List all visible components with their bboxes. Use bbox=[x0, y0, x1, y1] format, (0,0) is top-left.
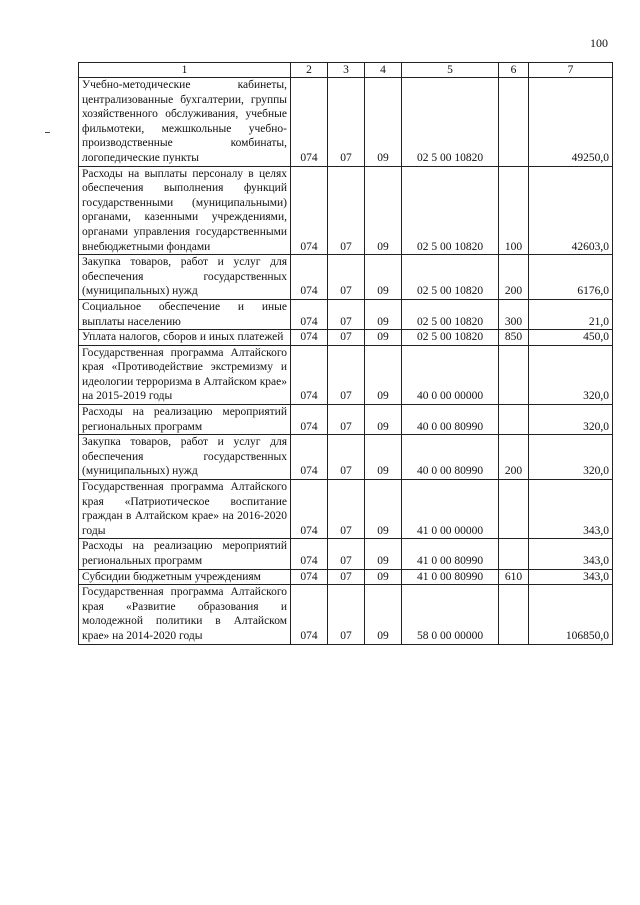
code-rz-cell: 07 bbox=[328, 299, 365, 329]
header-row bbox=[79, 63, 613, 78]
table-row bbox=[79, 330, 613, 346]
code-pr-cell: 09 bbox=[365, 435, 402, 480]
code-pr-cell: 09 bbox=[365, 539, 402, 569]
code-pr-cell: 09 bbox=[365, 480, 402, 539]
header-cell: 1 bbox=[79, 63, 291, 78]
code-csr-cell: 41 0 00 80990 bbox=[402, 539, 499, 569]
table-body bbox=[79, 78, 613, 645]
table-row bbox=[79, 78, 613, 167]
code-rz-cell: 07 bbox=[328, 345, 365, 404]
code-rz-cell: 07 bbox=[328, 255, 365, 300]
code-rz-cell: 07 bbox=[328, 330, 365, 346]
code-vr-cell bbox=[499, 539, 529, 569]
row-name-cell: Закупка товаров, работ и услуг для обеспечения государственных (муниципальных) нужд bbox=[79, 255, 291, 300]
code-pr-cell: 09 bbox=[365, 330, 402, 346]
code-ved-cell: 074 bbox=[291, 569, 328, 585]
sum-cell: 343,0 bbox=[529, 480, 613, 539]
code-csr-cell: 02 5 00 10820 bbox=[402, 166, 499, 255]
code-vr-cell: 610 bbox=[499, 569, 529, 585]
code-rz-cell: 07 bbox=[328, 78, 365, 167]
code-csr-cell: 40 0 00 80990 bbox=[402, 435, 499, 480]
row-name-cell: Государственная программа Алтайского края «Развитие образования и молодежной политики в Алтайском крае» на 2014-2020 годы bbox=[79, 585, 291, 644]
code-pr-cell: 09 bbox=[365, 585, 402, 644]
code-csr-cell: 40 0 00 80990 bbox=[402, 405, 499, 435]
header-cell: 5 bbox=[402, 63, 499, 78]
table-row bbox=[79, 480, 613, 539]
code-pr-cell: 09 bbox=[365, 569, 402, 585]
table-row bbox=[79, 345, 613, 404]
code-ved-cell: 074 bbox=[291, 255, 328, 300]
table-row bbox=[79, 539, 613, 569]
row-name-cell: Расходы на выплаты персоналу в целях обеспечения выполнения функций государственными (муниципальными) органами, казенными учреждениями, органами управления государственными внебюджетными фондами bbox=[79, 166, 291, 255]
code-vr-cell bbox=[499, 78, 529, 167]
sum-cell: 320,0 bbox=[529, 405, 613, 435]
code-rz-cell: 07 bbox=[328, 480, 365, 539]
table-row bbox=[79, 255, 613, 300]
code-csr-cell: 02 5 00 10820 bbox=[402, 255, 499, 300]
row-name-cell: Закупка товаров, работ и услуг для обеспечения государственных (муниципальных) нужд bbox=[79, 435, 291, 480]
code-ved-cell: 074 bbox=[291, 299, 328, 329]
code-vr-cell: 200 bbox=[499, 255, 529, 300]
margin-mark bbox=[45, 132, 50, 133]
code-pr-cell: 09 bbox=[365, 299, 402, 329]
header-cell: 2 bbox=[291, 63, 328, 78]
code-ved-cell: 074 bbox=[291, 405, 328, 435]
code-vr-cell: 300 bbox=[499, 299, 529, 329]
code-ved-cell: 074 bbox=[291, 345, 328, 404]
code-vr-cell: 200 bbox=[499, 435, 529, 480]
row-name-cell: Государственная программа Алтайского края «Противодействие экстремизму и идеологии терроризма в Алтайском крае» на 2015-2019 годы bbox=[79, 345, 291, 404]
table-row bbox=[79, 166, 613, 255]
code-pr-cell: 09 bbox=[365, 166, 402, 255]
code-csr-cell: 41 0 00 00000 bbox=[402, 480, 499, 539]
code-vr-cell bbox=[499, 480, 529, 539]
code-ved-cell: 074 bbox=[291, 330, 328, 346]
sum-cell: 49250,0 bbox=[529, 78, 613, 167]
table-row bbox=[79, 435, 613, 480]
sum-cell: 6176,0 bbox=[529, 255, 613, 300]
row-name-cell: Субсидии бюджетным учреждениям bbox=[79, 569, 291, 585]
table-row bbox=[79, 569, 613, 585]
code-ved-cell: 074 bbox=[291, 435, 328, 480]
code-csr-cell: 02 5 00 10820 bbox=[402, 330, 499, 346]
code-pr-cell: 09 bbox=[365, 345, 402, 404]
code-ved-cell: 074 bbox=[291, 585, 328, 644]
code-csr-cell: 02 5 00 10820 bbox=[402, 299, 499, 329]
code-rz-cell: 07 bbox=[328, 569, 365, 585]
sum-cell: 106850,0 bbox=[529, 585, 613, 644]
code-vr-cell: 850 bbox=[499, 330, 529, 346]
code-rz-cell: 07 bbox=[328, 539, 365, 569]
code-ved-cell: 074 bbox=[291, 166, 328, 255]
sum-cell: 343,0 bbox=[529, 539, 613, 569]
sum-cell: 450,0 bbox=[529, 330, 613, 346]
row-name-cell: Учебно-методические кабинеты, централизованные бухгалтерии, группы хозяйственного обслуживания, учебные фильмотеки, межшкольные учебно-производственные комбинаты, логопедические пункты bbox=[79, 78, 291, 167]
code-vr-cell bbox=[499, 405, 529, 435]
code-vr-cell bbox=[499, 585, 529, 644]
table-row bbox=[79, 585, 613, 644]
sum-cell: 320,0 bbox=[529, 435, 613, 480]
sum-cell: 21,0 bbox=[529, 299, 613, 329]
code-vr-cell: 100 bbox=[499, 166, 529, 255]
header-cell: 7 bbox=[529, 63, 613, 78]
code-ved-cell: 074 bbox=[291, 480, 328, 539]
code-rz-cell: 07 bbox=[328, 585, 365, 644]
code-pr-cell: 09 bbox=[365, 78, 402, 167]
budget-table bbox=[78, 62, 613, 645]
code-vr-cell bbox=[499, 345, 529, 404]
header-cell: 3 bbox=[328, 63, 365, 78]
code-ved-cell: 074 bbox=[291, 539, 328, 569]
sum-cell: 320,0 bbox=[529, 345, 613, 404]
row-name-cell: Расходы на реализацию мероприятий региональных программ bbox=[79, 539, 291, 569]
code-csr-cell: 40 0 00 00000 bbox=[402, 345, 499, 404]
row-name-cell: Уплата налогов, сборов и иных платежей bbox=[79, 330, 291, 346]
code-csr-cell: 58 0 00 00000 bbox=[402, 585, 499, 644]
code-rz-cell: 07 bbox=[328, 405, 365, 435]
code-pr-cell: 09 bbox=[365, 405, 402, 435]
page-number: 100 bbox=[590, 36, 608, 50]
row-name-cell: Государственная программа Алтайского края «Патриотическое воспитание граждан в Алтайском крае» на 2016-2020 годы bbox=[79, 480, 291, 539]
code-rz-cell: 07 bbox=[328, 166, 365, 255]
header-cell: 6 bbox=[499, 63, 529, 78]
code-rz-cell: 07 bbox=[328, 435, 365, 480]
code-pr-cell: 09 bbox=[365, 255, 402, 300]
row-name-cell: Социальное обеспечение и иные выплаты населению bbox=[79, 299, 291, 329]
sum-cell: 42603,0 bbox=[529, 166, 613, 255]
row-name-cell: Расходы на реализацию мероприятий региональных программ bbox=[79, 405, 291, 435]
header-cell: 4 bbox=[365, 63, 402, 78]
code-csr-cell: 02 5 00 10820 bbox=[402, 78, 499, 167]
table-row bbox=[79, 299, 613, 329]
code-csr-cell: 41 0 00 80990 bbox=[402, 569, 499, 585]
table-row bbox=[79, 405, 613, 435]
code-ved-cell: 074 bbox=[291, 78, 328, 167]
sum-cell: 343,0 bbox=[529, 569, 613, 585]
